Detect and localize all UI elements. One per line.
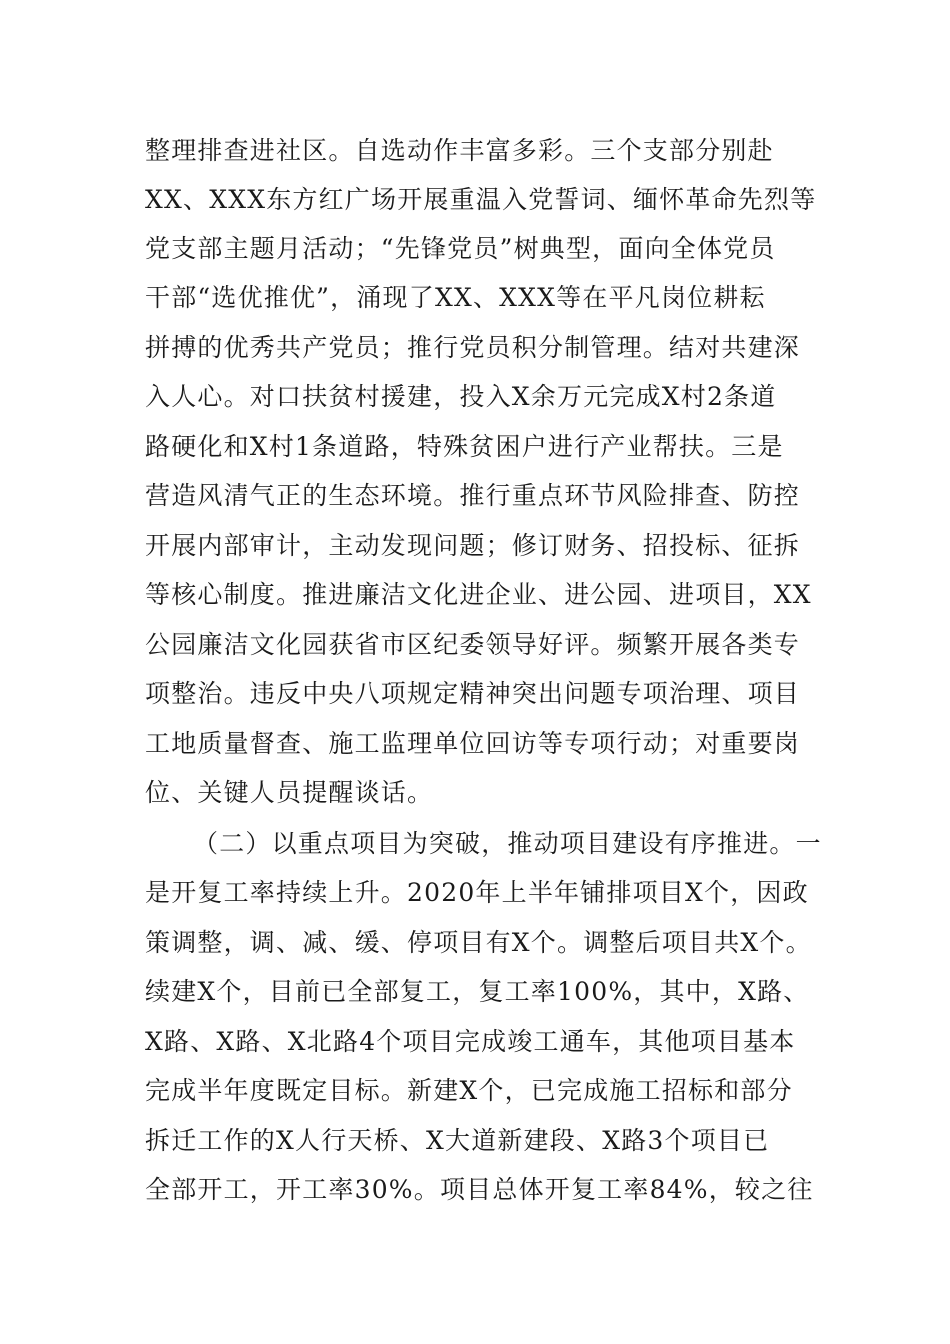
- text-line: 公园廉洁文化园获省市区纪委领导好评。频繁开展各类专: [145, 630, 801, 659]
- text-line: 拼搏的优秀共产党员；推行党员积分制管理。结对共建深: [145, 333, 801, 362]
- text-line: X路、X路、X北路4个项目完成竣工通车，其他项目基本: [145, 1027, 796, 1056]
- text-line: 续建X个，目前已全部复工，复工率100%，其中，X路、: [145, 977, 810, 1006]
- text-line: 等核心制度。推进廉洁文化进企业、进公园、进项目，XX: [145, 580, 812, 609]
- section-heading-line: （二）以重点项目为突破，推动项目建设有序推进。一: [193, 829, 822, 858]
- text-line: 入人心。对口扶贫村援建，投入X余万元完成X村2条道: [145, 382, 777, 411]
- text-line: 营造风清气正的生态环境。推行重点环节风险排查、防控: [145, 481, 801, 510]
- text-line: 工地质量督查、施工监理单位回访等专项行动；对重要岗: [145, 729, 801, 758]
- text-line: 位、关键人员提醒谈话。: [145, 778, 434, 807]
- text-line: 拆迁工作的X人行天桥、X大道新建段、X路3个项目已: [145, 1126, 770, 1155]
- text-line: 开展内部审计，主动发现问题；修订财务、招投标、征拆: [145, 531, 801, 560]
- text-line: 项整治。违反中央八项规定精神突出问题专项治理、项目: [145, 679, 801, 708]
- text-line: 策调整，调、减、缓、停项目有X个。调整后项目共X个。: [145, 928, 812, 957]
- text-line: 全部开工，开工率30%。项目总体开复工率84%，较之往: [145, 1175, 814, 1204]
- text-line: XX、XXX东方红广场开展重温入党誓词、缅怀革命先烈等: [145, 185, 817, 214]
- text-line: 党支部主题月活动；“先锋党员”树典型，面向全体党员: [145, 234, 776, 263]
- text-line: 整理排查进社区。自选动作丰富多彩。三个支部分别赴: [145, 136, 774, 165]
- text-line: 路硬化和X村1条道路，特殊贫困户进行产业帮扶。三是: [145, 432, 784, 461]
- text-line: 是开复工率持续上升。2020年上半年铺排项目X个，因政: [145, 878, 809, 907]
- text-line: 干部“选优推优”，涌现了XX、XXX等在平凡岗位耕耘: [145, 283, 766, 312]
- text-line: 完成半年度既定目标。新建X个，已完成施工招标和部分: [145, 1076, 793, 1105]
